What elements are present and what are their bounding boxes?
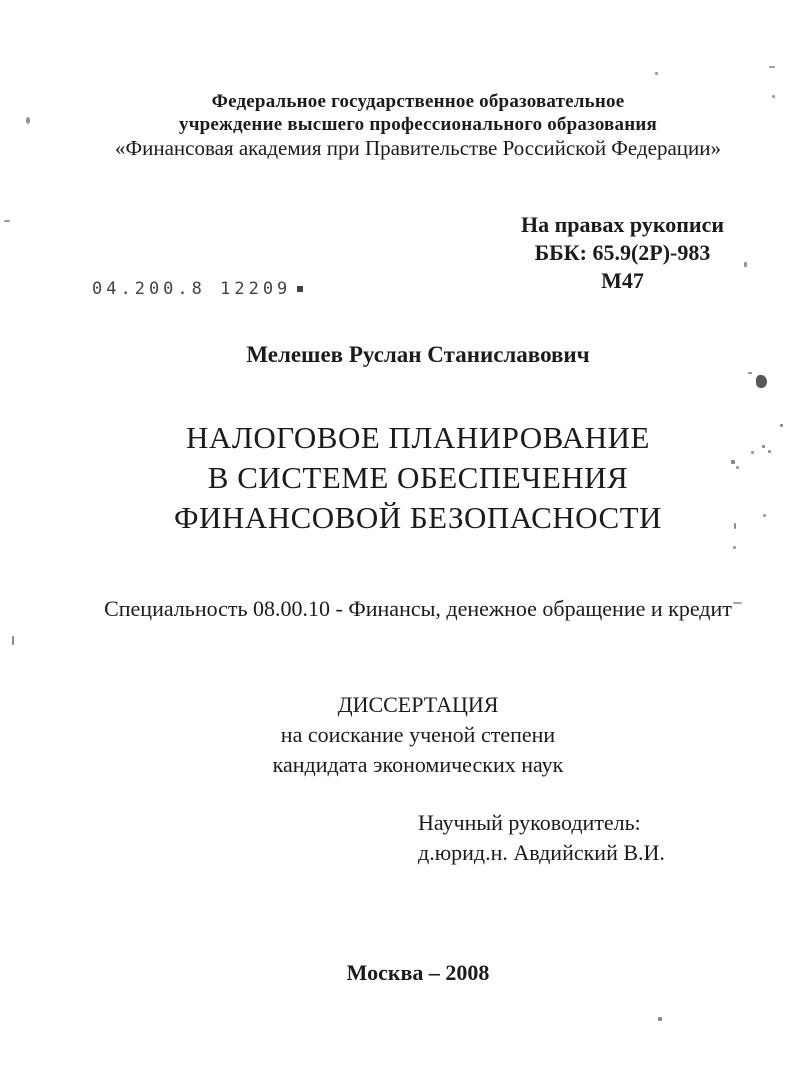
specialty-line: Специальность 08.00.10 - Финансы, денежное обращение и кредит	[104, 596, 732, 621]
supervisor-block	[418, 808, 665, 868]
scan-speck	[756, 375, 767, 388]
scan-speck	[772, 95, 775, 98]
institution-line-2: учреждение высшего профессионального образования	[179, 114, 657, 135]
author-code: М47	[601, 268, 644, 293]
scan-speck	[655, 72, 658, 75]
supervisor-label: Научный руководитель:	[418, 810, 641, 835]
dissertation-title	[40, 418, 796, 538]
scan-speck	[658, 1017, 662, 1021]
scan-speck	[780, 424, 783, 427]
scan-speck	[4, 220, 10, 222]
scan-speck	[12, 636, 14, 645]
scan-speck	[763, 514, 766, 517]
manuscript-rights-label: На правах рукописи	[520, 212, 725, 237]
dissertation-degree-block	[40, 690, 796, 780]
scan-speck	[733, 546, 736, 549]
scan-speck	[733, 602, 742, 604]
scan-speck	[736, 466, 739, 469]
title-line-1: НАЛОГОВОЕ ПЛАНИРОВАНИЕ	[186, 420, 650, 455]
scan-speck	[762, 445, 765, 448]
scan-speck	[26, 117, 30, 124]
stamp-dot-mark	[297, 286, 303, 292]
scan-speck	[744, 262, 747, 267]
stamp-number-text: 04.200.8 12209	[92, 279, 292, 299]
library-stamp-number	[92, 279, 303, 299]
author-name: Мелешев Руслан Станиславович	[246, 342, 590, 367]
scan-speck	[748, 372, 752, 374]
scan-speck	[734, 523, 736, 529]
city-year-line: Москва – 2008	[346, 960, 490, 985]
manuscript-rights-block	[500, 211, 745, 295]
institution-line-3: «Финансовая академия при Правительстве Российской Федерации»	[115, 136, 721, 160]
supervisor-name: д.юрид.н. Авдийский В.И.	[418, 840, 665, 865]
institution-line-1: Федеральное государственное образовательное	[211, 91, 625, 112]
degree-line-1: на соискание ученой степени	[280, 722, 556, 747]
scan-speck	[751, 451, 754, 454]
title-line-2: В СИСТЕМЕ ОБЕСПЕЧЕНИЯ	[207, 460, 629, 495]
scan-speck	[768, 450, 771, 453]
bbk-code: ББК: 65.9(2Р)-983	[534, 240, 711, 265]
title-line-3: ФИНАНСОВОЙ БЕЗОПАСНОСТИ	[174, 500, 662, 535]
institution-header	[40, 90, 796, 161]
degree-line-2: кандидата экономических наук	[272, 752, 564, 777]
dissertation-label: ДИССЕРТАЦИЯ	[337, 692, 499, 717]
scan-speck	[769, 66, 775, 68]
scan-speck	[731, 460, 735, 464]
